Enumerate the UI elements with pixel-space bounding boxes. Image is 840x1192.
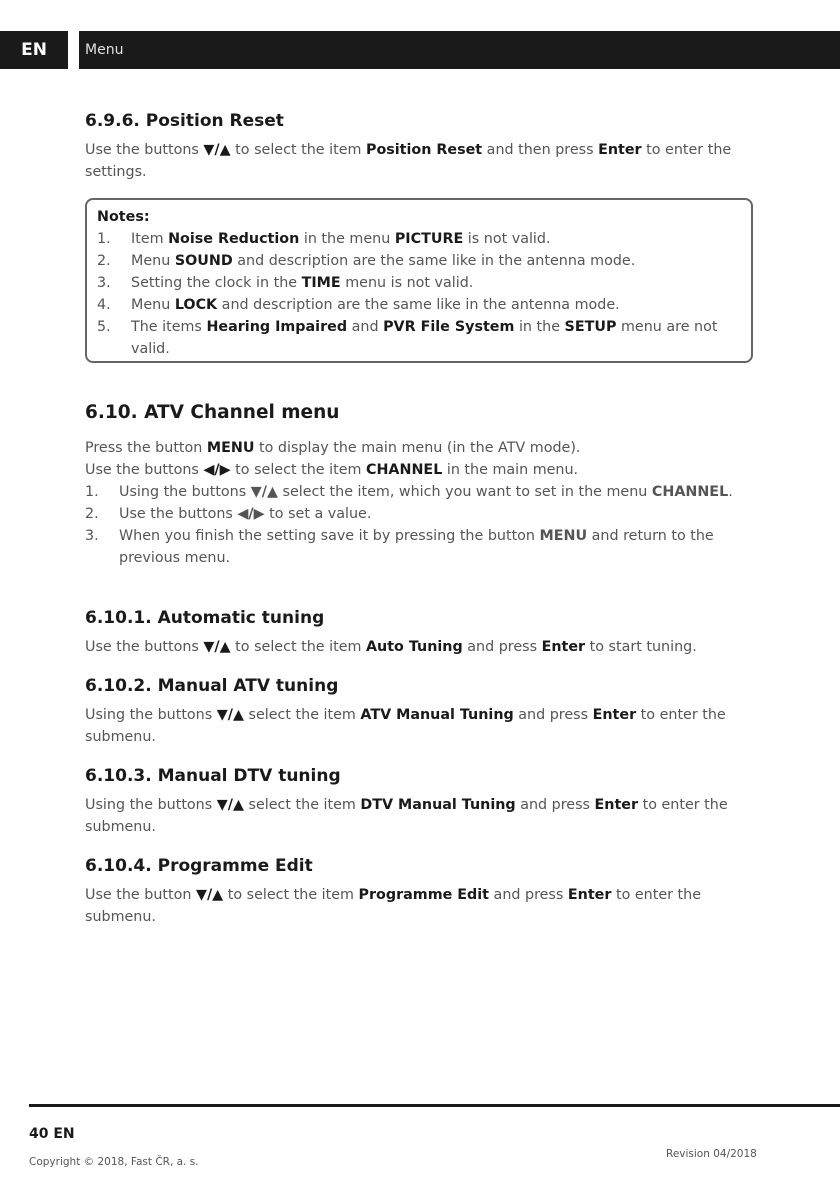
list-item: 2. Menu SOUND and description are the same like in the antenna mode.	[97, 253, 636, 269]
list-item: 3. When you finish the setting save it by pressing the button MENU and return to the previous menu.	[85, 528, 714, 566]
heading-atv-channel-menu: 6.10. ATV Channel menu	[85, 402, 340, 423]
copyright-text: Copyright © 2018, Fast ČR, a. s.	[29, 1156, 199, 1168]
section-header	[79, 31, 840, 69]
list-item: 1. Item Noise Reduction in the menu PICTURE is not valid.	[97, 231, 551, 247]
revision-text: Revision 04/2018	[666, 1148, 757, 1160]
heading-manual-atv-tuning: 6.10.2. Manual ATV tuning	[85, 676, 339, 696]
heading-automatic-tuning: 6.10.1. Automatic tuning	[85, 608, 325, 628]
notes-title: Notes:	[97, 209, 150, 225]
atv-steps-list	[85, 481, 755, 569]
paragraph-programme-edit: Use the button ▼/▲ to select the item Programme Edit and press Enter to enter the submenu.	[85, 887, 702, 925]
paragraph-atv-intro-1: Press the button MENU to display the main menu (in the ATV mode).	[85, 440, 581, 456]
notes-box	[85, 198, 753, 363]
list-item: 5. The items Hearing Impaired and PVR File System in the SETUP menu are not valid.	[97, 319, 718, 357]
paragraph-manual-dtv-tuning: Using the buttons ▼/▲ select the item DTV Manual Tuning and press Enter to enter the submenu.	[85, 797, 728, 835]
heading-manual-dtv-tuning: 6.10.3. Manual DTV tuning	[85, 766, 341, 786]
list-item: 4. Menu LOCK and description are the same like in the antenna mode.	[97, 297, 620, 313]
heading-programme-edit: 6.10.4. Programme Edit	[85, 856, 313, 876]
list-item: 3. Setting the clock in the TIME menu is not valid.	[97, 275, 474, 291]
list-item: 2. Use the buttons ◀/▶ to set a value.	[85, 506, 372, 522]
paragraph-automatic-tuning: Use the buttons ▼/▲ to select the item Auto Tuning and press Enter to start tuning.	[85, 639, 697, 655]
paragraph-atv-intro-2: Use the buttons ◀/▶ to select the item CHANNEL in the main menu.	[85, 462, 579, 478]
paragraph-position-reset: Use the buttons ▼/▲ to select the item Position Reset and then press Enter to enter the settings.	[85, 142, 732, 180]
language-badge: EN	[0, 31, 68, 69]
list-item: 1. Using the buttons ▼/▲ select the item, which you want to set in the menu CHANNEL.	[85, 484, 733, 500]
page-number: 40 EN	[29, 1126, 75, 1142]
notes-list	[97, 228, 741, 360]
heading-position-reset: 6.9.6. Position Reset	[85, 111, 284, 131]
footer-divider	[29, 1104, 840, 1107]
section-title: Menu	[85, 42, 124, 58]
paragraph-manual-atv-tuning: Using the buttons ▼/▲ select the item ATV Manual Tuning and press Enter to enter the submenu.	[85, 707, 726, 745]
